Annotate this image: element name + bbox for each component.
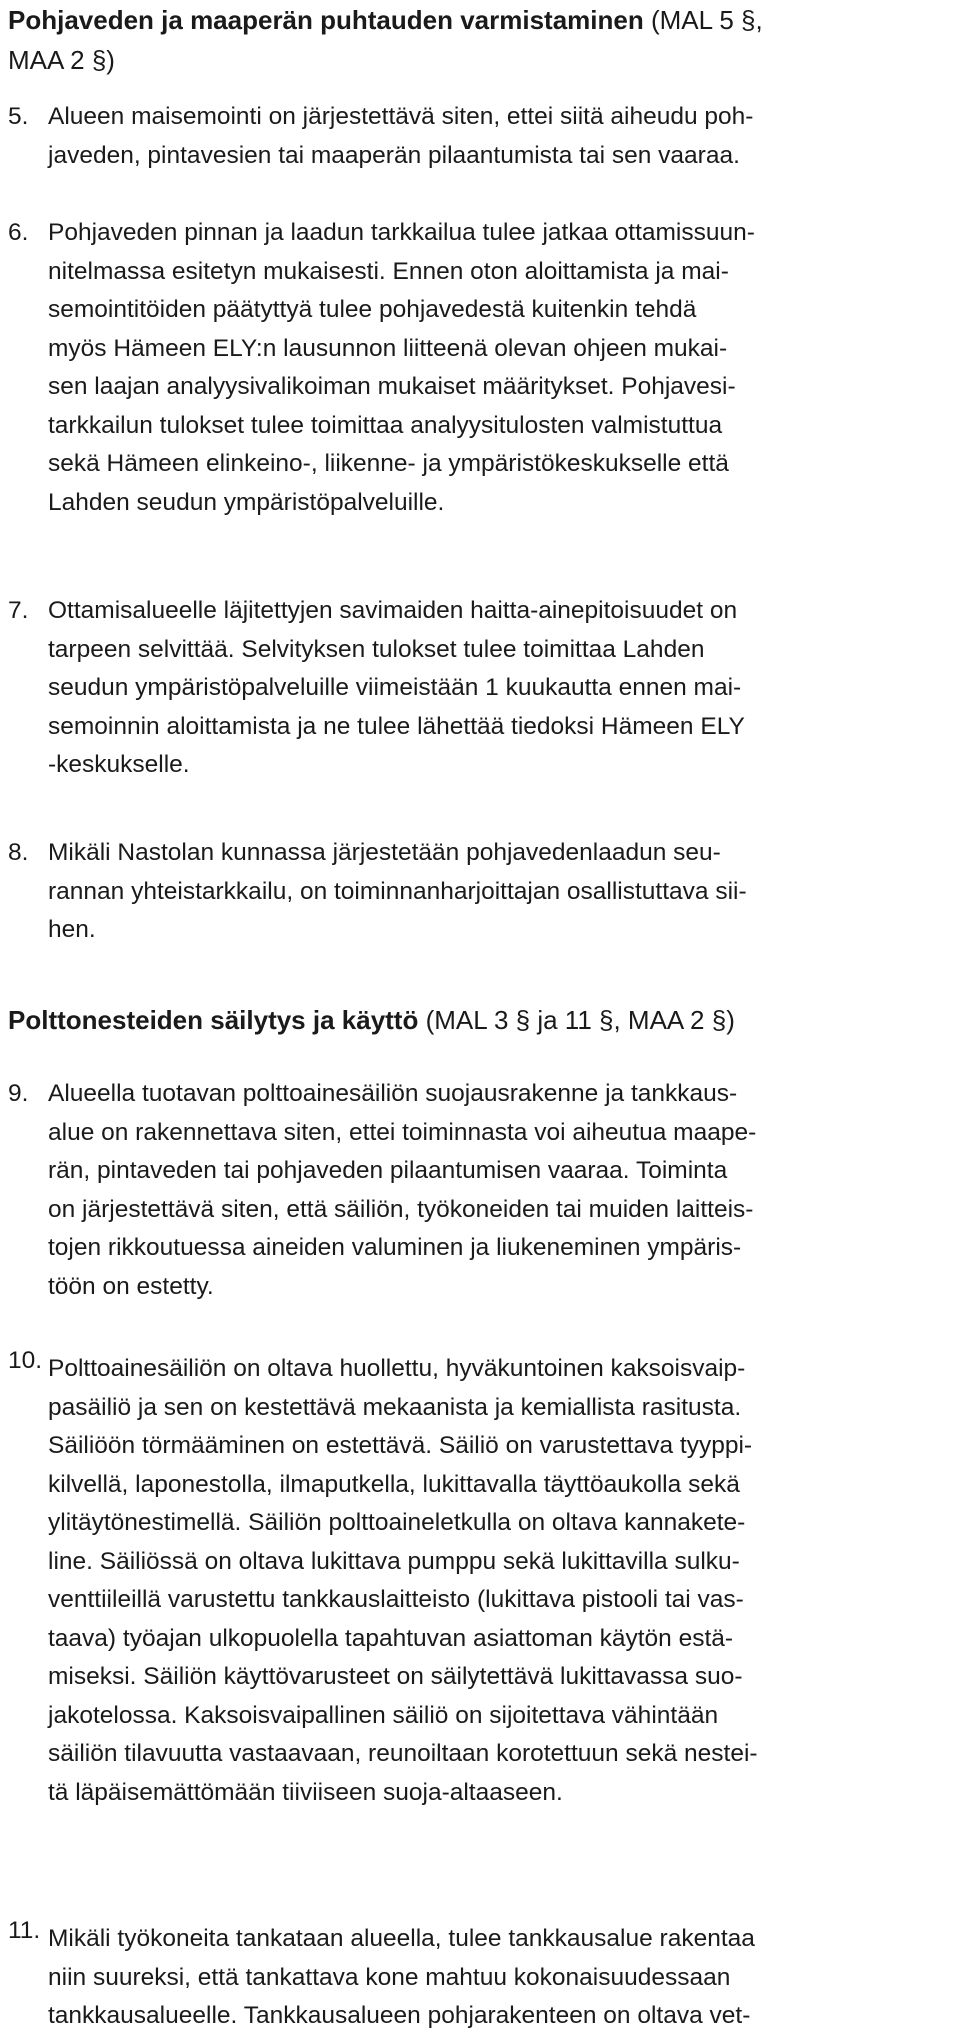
text-line: semointitöiden päätyttyä tulee pohjavedestä kuitenkin tehdä — [48, 296, 697, 323]
item-number: 8. — [8, 839, 29, 866]
text-line: hen. — [48, 916, 96, 943]
text-line: Säiliöön törmääminen on estettävä. Säiliö on varustettava tyyppi- — [48, 1432, 753, 1459]
text-line: tarkkailun tulokset tulee toimittaa analyysitulosten valmistuttua — [48, 411, 723, 439]
item-number: 7. — [8, 597, 29, 624]
text-line: Alueella tuotavan polttoainesäiliön suojausrakenne ja tankkaus- — [48, 1080, 738, 1107]
section-heading-fuel-storage — [8, 1000, 938, 1040]
item-number: 6. — [8, 219, 29, 246]
text-line: javeden, pintavesien tai maaperän pilaantumista tai sen vaaraa. — [48, 141, 740, 169]
text-line: on järjestettävä siten, että säiliön, työkoneiden tai muiden laitteis- — [48, 1195, 754, 1223]
text-line: ylitäytönestimellä. Säiliön polttoaineletkulla on oltava kannakete- — [48, 1509, 746, 1536]
text-line: myös Hämeen ELY:n lausunnon liitteenä olevan ohjeen mukai- — [48, 334, 728, 362]
text-line: rän, pintaveden tai pohjaveden pilaantumisen vaaraa. Toiminta — [48, 1157, 728, 1184]
text-line: miseksi. Säiliön käyttövarusteet on säilytettävä lukittavassa suo- — [48, 1663, 743, 1690]
text-line: töön on estetty. — [48, 1272, 214, 1300]
list-item — [8, 1917, 950, 2036]
item-number: 9. — [8, 1080, 29, 1107]
text-line: seudun ympäristöpalveluille viimeistään 1 kuukautta ennen mai- — [48, 674, 742, 701]
text-line: taava) työajan ulkopuolella tapahtuvan asiattoman käytön estä- — [48, 1624, 734, 1652]
text-line: pasäiliö ja sen on kestettävä mekaanista ja kemiallista rasitusta. — [48, 1393, 742, 1421]
text-line: tankkausalueelle. Tankkausalueen pohjarakenteen on oltava vet- — [48, 2002, 751, 2029]
text-line: tarpeen selvittää. Selvityksen tulokset tulee toimittaa Lahden — [48, 635, 705, 663]
text-line: line. Säiliössä on oltava lukittava pumppu sekä lukittavilla sulku- — [48, 1547, 740, 1575]
text-line: alue on rakennettava siten, ettei toiminnasta voi aiheutua maape- — [48, 1118, 757, 1146]
list-item — [8, 592, 950, 785]
item-number: 10. — [8, 1347, 43, 1374]
heading-title: Polttonesteiden säilytys ja käyttö — [8, 1005, 419, 1035]
text-line: Alueen maisemointi on järjestettävä siten, ettei siitä aiheudu poh- — [48, 103, 754, 130]
list-item — [8, 1075, 950, 1306]
text-line: Lahden seudun ympäristöpalveluille. — [48, 488, 445, 516]
heading-reference: MAA 2 §) — [8, 45, 115, 75]
text-line: nitelmassa esitetyn mukaisesti. Ennen oton aloittamista ja mai- — [48, 257, 729, 285]
text-line: säiliön tilavuutta vastaavaan, reunoiltaan korotettuun sekä nestei- — [48, 1740, 758, 1767]
list-item — [8, 214, 950, 522]
heading-title: Pohjaveden ja maaperän puhtauden varmistaminen — [8, 5, 644, 35]
text-line: tä läpäisemättömään tiiviiseen suoja-altaaseen. — [48, 1778, 563, 1806]
text-line: -keskukselle. — [48, 751, 190, 778]
section-heading-groundwater — [8, 0, 938, 80]
list-item — [8, 98, 950, 175]
list-item — [8, 1347, 950, 1812]
text-line: Mikäli Nastolan kunnassa järjestetään pohjavedenlaadun seu- — [48, 839, 721, 866]
text-line: Polttoainesäiliön on oltava huollettu, hyväkuntoinen kaksoisvaip- — [48, 1355, 746, 1382]
text-line: Mikäli työkoneita tankataan alueella, tulee tankkausalue rakentaa — [48, 1925, 755, 1952]
text-line: kilvellä, laponestolla, ilmaputkella, lukittavalla täyttöaukolla sekä — [48, 1470, 740, 1498]
text-line: sekä Hämeen elinkeino-, liikenne- ja ympäristökeskukselle että — [48, 450, 729, 477]
text-line: sen laajan analyysivalikoiman mukaiset määritykset. Pohjavesi- — [48, 373, 736, 400]
text-line: jakotelossa. Kaksoisvaipallinen säiliö on sijoitettava vähintään — [48, 1701, 719, 1729]
text-line: niin suureksi, että tankattava kone mahtuu kokonaisuudessaan — [48, 1963, 731, 1991]
heading-reference: (MAL 5 §, — [650, 5, 763, 35]
text-line: tojen rikkoutuessa aineiden valuminen ja liukeneminen ympäris- — [48, 1234, 742, 1261]
text-line: venttiileillä varustettu tankkauslaitteisto (lukittava pistooli tai vas- — [48, 1586, 744, 1613]
list-item — [8, 834, 950, 950]
item-number: 5. — [8, 103, 29, 130]
text-line: Ottamisalueelle läjitettyjen savimaiden haitta-ainepitoisuudet on — [48, 597, 738, 624]
heading-reference: (MAL 3 § ja 11 §, MAA 2 §) — [425, 1005, 735, 1035]
text-line: rannan yhteistarkkailu, on toiminnanharjoittajan osallistuttava sii- — [48, 877, 747, 905]
item-number: 11. — [8, 1917, 41, 1944]
text-line: Pohjaveden pinnan ja laadun tarkkailua tulee jatkaa ottamissuun- — [48, 219, 755, 246]
text-line: semoinnin aloittamista ja ne tulee lähettää tiedoksi Hämeen ELY — [48, 712, 745, 740]
